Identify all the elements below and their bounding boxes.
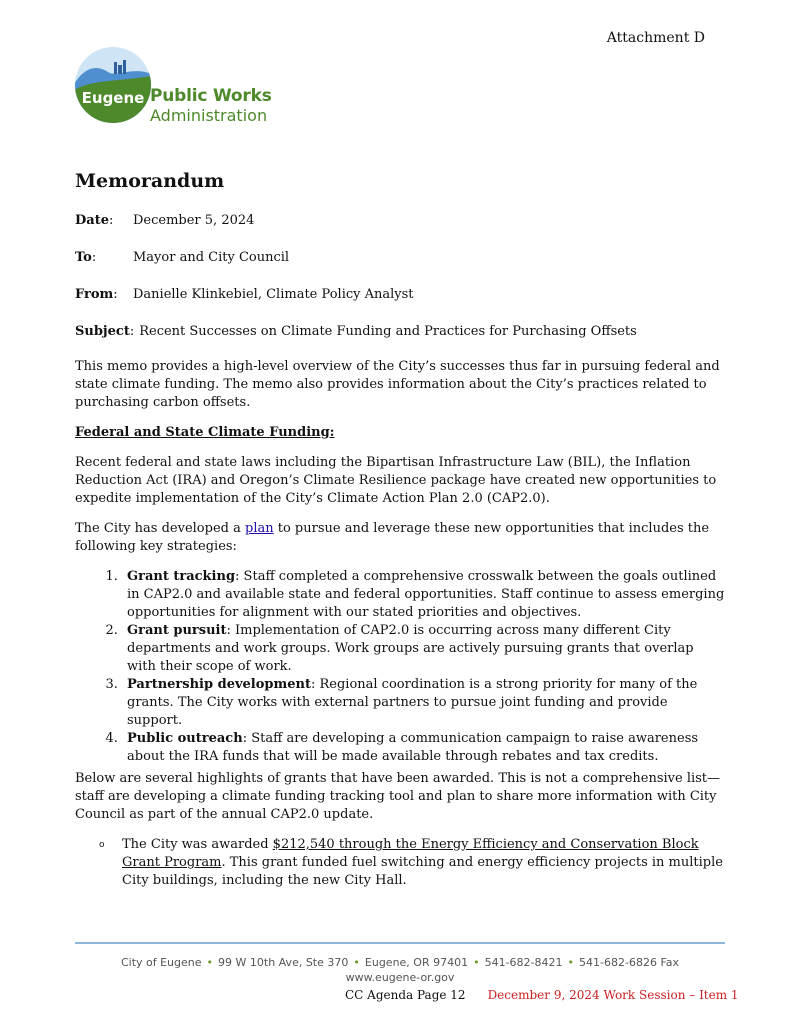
paragraph-laws: Recent federal and state laws including the Bipartisan Infrastructure Law (BIL), the Inflation Reduction Act (IRA) and Oregon’s Climate Resilience package have created new opportunities to expedite implementation of the City’s Climate Action Plan 2.0 (CAP2.0). (75, 455, 717, 506)
to-value: Mayor and City Council (133, 250, 290, 265)
from-row: From: Danielle Klinkebiel, Climate Policy Analyst (75, 287, 414, 302)
agenda-page-number: CC Agenda Page 12 (345, 988, 466, 1002)
logo-line2: Administration (150, 106, 268, 125)
bullet-dot-icon: • (567, 956, 575, 969)
eugene-public-works-logo (74, 46, 284, 136)
to-row: To: Mayor and City Council (75, 250, 290, 265)
intro-paragraph: This memo provides a high-level overview of the City’s successes thus far in pursuing federal and state climate funding. The memo also provides information about the City’s practices related to purchasing carbon offsets. (75, 359, 720, 410)
section-heading: Federal and State Climate Funding: (75, 425, 335, 440)
strategy-text: : Staff completed a comprehensive crosswalk between the goals outlined in CAP2.0 and available state and federal opportunities. Staff continue to assess emerging opportunities for alignment with our stated priorities and objectives. (127, 569, 725, 620)
bullet-dot-icon: • (473, 956, 480, 969)
bullet-marker: o (99, 840, 105, 850)
footer-phone: 541-682-8421 (484, 956, 563, 969)
bullet-dot-icon: • (353, 956, 360, 969)
list-item (99, 836, 725, 890)
footer-city: Eugene, OR 97401 (364, 956, 469, 969)
strategy-title: Public outreach (127, 731, 243, 746)
logo-circle-text: Eugene (81, 89, 145, 107)
strategy-title: Grant tracking (127, 569, 236, 584)
strategy-text: : Implementation of CAP2.0 is occurring across many different City departments and work groups. Work groups are actively pursuing grants that overlap with their scope of work. (127, 623, 694, 674)
footer-org: City of Eugene (120, 956, 202, 969)
list-item (122, 568, 725, 622)
grants-list (75, 836, 725, 890)
grant-text-after: . This grant funded fuel switching and energy efficiency projects in multiple City buildings, including the new City Hall. (122, 855, 723, 888)
plan-link[interactable]: plan (245, 521, 274, 536)
from-label: From (75, 287, 114, 302)
subject-label: Subject (75, 324, 130, 339)
strategy-title: Partnership development (127, 677, 311, 692)
work-session-label: December 9, 2024 Work Session – Item 1 (487, 988, 739, 1002)
list-item (122, 676, 725, 730)
plan-text-after: to pursue and leverage these new opportunities that includes the following key strategies: (75, 521, 710, 554)
logo-wordmark (150, 86, 272, 126)
eugene-logo-emblem-icon (74, 46, 152, 124)
footer-contact-line (75, 955, 725, 970)
date-value: December 5, 2024 (133, 213, 255, 228)
memo-title: Memorandum (75, 170, 225, 192)
footer-website: www.eugene-or.gov (345, 971, 455, 984)
bullet-dot-icon: • (206, 956, 214, 969)
from-value: Danielle Klinkebiel, Climate Policy Analyst (133, 287, 414, 302)
footer-divider (75, 942, 725, 944)
strategies-list (75, 568, 725, 766)
to-label: To (75, 250, 92, 265)
footer-address (75, 955, 725, 985)
paragraph-highlights: Below are several highlights of grants that have been awarded. This is not a comprehensive list—staff are developing a climate funding tracking tool and plan to share more information with City Council as part of the annual CAP2.0 update. (75, 771, 721, 822)
memo-body (75, 168, 725, 890)
plan-text-before: The City has developed a (75, 521, 245, 536)
date-row: Date: December 5, 2024 (75, 213, 255, 228)
footer-fax: 541-682-6826 Fax (579, 956, 680, 969)
list-item (122, 730, 725, 766)
list-item (122, 622, 725, 676)
subject-row: Subject: Recent Successes on Climate Funding and Practices for Purchasing Offsets (75, 324, 637, 339)
logo-line1: Public Works (150, 86, 272, 106)
grant-text-before: The City was awarded (122, 837, 273, 852)
attachment-label: Attachment D (606, 30, 705, 46)
date-label: Date (75, 213, 109, 228)
footer-street: 99 W 10th Ave, Ste 370 (218, 956, 349, 969)
paragraph-plan (75, 520, 725, 556)
footer-agenda-line (345, 988, 739, 1002)
strategy-title: Grant pursuit (127, 623, 227, 638)
subject-value: Recent Successes on Climate Funding and Practices for Purchasing Offsets (139, 324, 637, 339)
strategy-text: : Staff are developing a communication campaign to raise awareness about the IRA funds that will be made available through rebates and tax credits. (127, 731, 699, 764)
strategy-text: : Regional coordination is a strong priority for many of the grants. The City works with external partners to pursue joint funding and provide support. (127, 677, 698, 728)
grant-amount-underlined: $212,540 through the Energy Efficiency and Conservation Block Grant Program (122, 837, 699, 870)
